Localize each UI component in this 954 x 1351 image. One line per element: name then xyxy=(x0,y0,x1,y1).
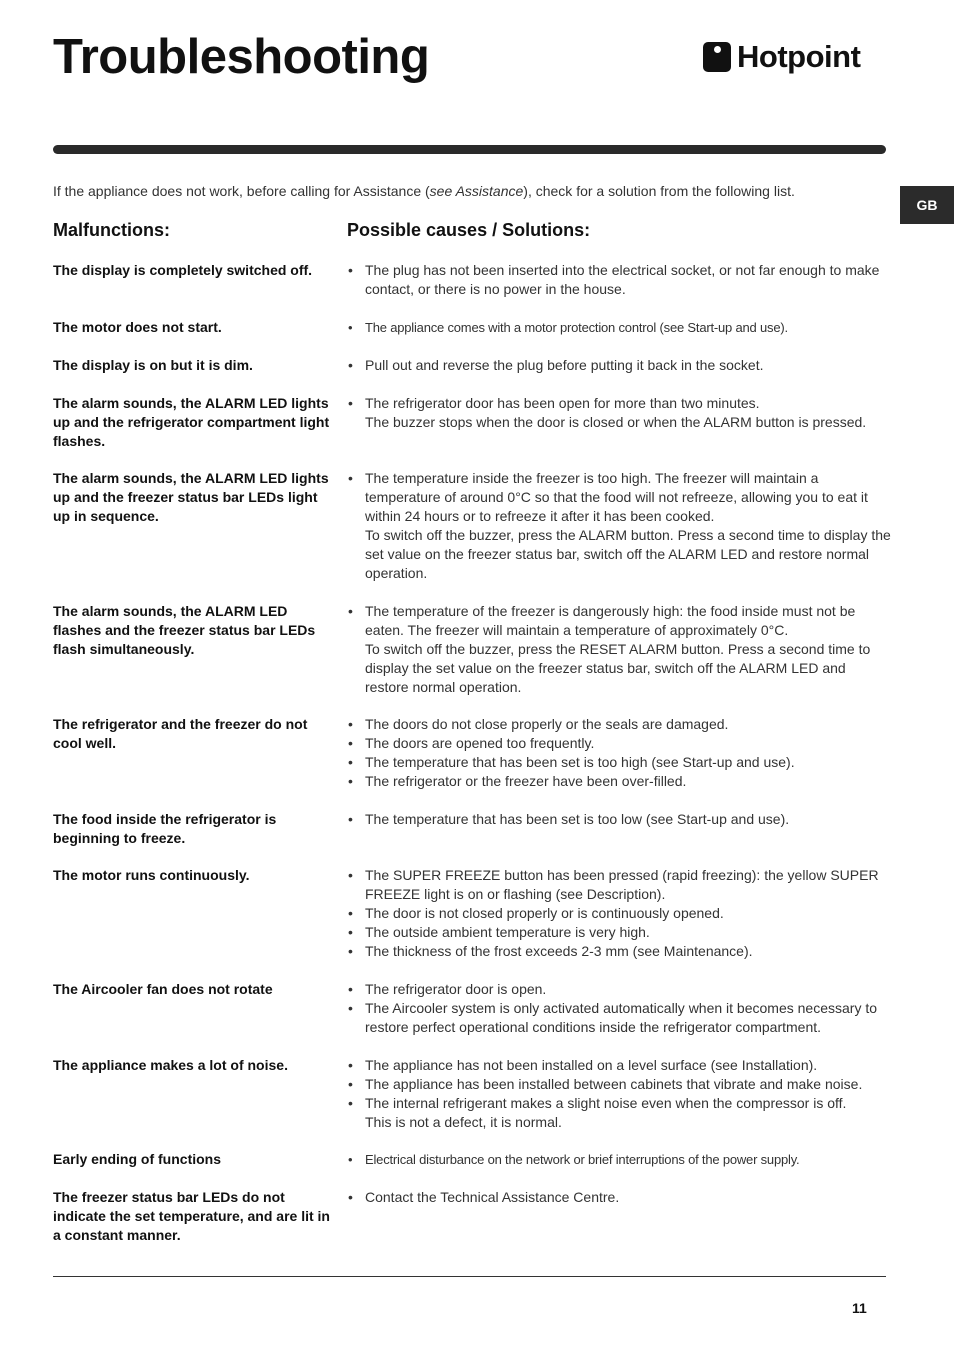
solutions-list xyxy=(347,866,892,961)
solutions-list xyxy=(347,810,892,829)
solution-item: • The appliance comes with a motor protection control (see Start-up and use). xyxy=(347,318,892,337)
malfunction-text: The motor does not start. xyxy=(53,319,222,335)
malfunction-text: The alarm sounds, the ALARM LED lights up and the freezer status bar LEDs light up in sequence. xyxy=(53,470,329,524)
solutions-list xyxy=(347,261,892,299)
brand-name: Hotpoint xyxy=(737,39,861,74)
solution-item: • The thickness of the frost exceeds 2-3 mm (see Maintenance). xyxy=(347,942,892,961)
malfunction-text: The freezer status bar LEDs do not indicate the set temperature, and are lit in a constant manner. xyxy=(53,1189,330,1243)
solution-item: • The door is not closed properly or is continuously opened. xyxy=(347,904,892,923)
solutions-list xyxy=(347,980,892,1037)
page-number: 11 xyxy=(852,1300,867,1316)
malfunction-text: The motor runs continuously. xyxy=(53,867,250,883)
solution-item: • The appliance has not been installed on a level surface (see Installation). xyxy=(347,1056,892,1075)
malfunction-text: The alarm sounds, the ALARM LED lights up and the refrigerator compartment light flashes. xyxy=(53,395,330,449)
solutions-list xyxy=(347,1150,892,1169)
malfunction-text: The appliance makes a lot of noise. xyxy=(53,1057,288,1073)
page-title: Troubleshooting xyxy=(53,30,430,84)
hotpoint-logo-icon xyxy=(703,42,731,72)
solutions-list xyxy=(347,1188,892,1207)
solution-item: • The internal refrigerant makes a slight noise even when the compressor is off. This is not a defect, it is normal. xyxy=(347,1094,892,1132)
solution-item: • The temperature that has been set is too high (see Start-up and use). xyxy=(347,753,892,772)
intro-text: If the appliance does not work, before calling for Assistance (see Assistance), check for a solution from the following list. xyxy=(53,183,795,199)
solution-item: • The SUPER FREEZE button has been pressed (rapid freezing): the yellow SUPER FREEZE light is on or flashing (see Description). xyxy=(347,866,892,904)
malfunction-text: The Aircooler fan does not rotate xyxy=(53,981,273,997)
malfunction-text: The display is completely switched off. xyxy=(53,262,313,278)
solutions-heading: Possible causes / Solutions: xyxy=(347,220,591,240)
malfunction-text: The display is on but it is dim. xyxy=(53,357,253,373)
solution-item: • The temperature of the freezer is dangerously high: the food inside must not be eaten. The freezer will maintain a temperature of approximately 0°C. To switch off the buzzer, press the RESET ALARM button. Press a second time to display the set value on the freezer status bar, switch off the ALARM LED and restore normal operation. xyxy=(347,602,892,697)
footer-divider xyxy=(53,1276,886,1277)
solutions-list xyxy=(347,356,892,375)
header-divider xyxy=(53,145,886,154)
solution-item: • The temperature that has been set is too low (see Start-up and use). xyxy=(347,810,892,829)
solution-item: • Electrical disturbance on the network or brief interruptions of the power supply. xyxy=(347,1150,892,1169)
solutions-list xyxy=(347,394,892,432)
solution-item: • The refrigerator or the freezer have been over-filled. xyxy=(347,772,892,791)
solutions-list xyxy=(347,469,892,583)
language-tab: GB xyxy=(900,186,954,224)
solutions-list xyxy=(347,318,892,337)
solution-item: • The outside ambient temperature is very high. xyxy=(347,923,892,942)
solution-item: • The appliance has been installed between cabinets that vibrate and make noise. xyxy=(347,1075,892,1094)
solutions-list xyxy=(347,1056,892,1132)
solution-item: • The Aircooler system is only activated automatically when it becomes necessary to restore perfect operational conditions inside the refrigerator compartment. xyxy=(347,999,892,1037)
solution-item: • The doors do not close properly or the seals are damaged. xyxy=(347,715,892,734)
solution-item: • Pull out and reverse the plug before putting it back in the socket. xyxy=(347,356,892,375)
hotpoint-logo xyxy=(703,37,860,77)
solution-item: • The temperature inside the freezer is too high. The freezer will maintain a temperature of around 0°C so that the food will not refreeze, allowing you to eat it within 24 hours or to refreeze it after it has been cooked. To switch off the buzzer, press the ALARM button. Press a second time to display the set value on the freezer status bar, switch off the ALARM LED and restore normal operation. xyxy=(347,469,892,583)
solution-item: • The plug has not been inserted into the electrical socket, or not far enough to make contact, or there is no power in the house. xyxy=(347,261,892,299)
malfunction-text: The refrigerator and the freezer do not cool well. xyxy=(53,716,308,751)
malfunction-text: Early ending of functions xyxy=(53,1151,222,1167)
malfunctions-heading: Malfunctions: xyxy=(53,220,170,240)
malfunction-text: The food inside the refrigerator is beginning to freeze. xyxy=(53,811,277,846)
solution-item: • The refrigerator door has been open for more than two minutes. The buzzer stops when the door is closed or when the ALARM button is pressed. xyxy=(347,394,892,432)
solution-item: • The refrigerator door is open. xyxy=(347,980,892,999)
solution-item: • Contact the Technical Assistance Centre. xyxy=(347,1188,892,1207)
malfunction-text: The alarm sounds, the ALARM LED flashes and the freezer status bar LEDs flash simultaneously. xyxy=(53,603,316,657)
solutions-list xyxy=(347,602,892,697)
solution-item: • The doors are opened too frequently. xyxy=(347,734,892,753)
solutions-list xyxy=(347,715,892,791)
